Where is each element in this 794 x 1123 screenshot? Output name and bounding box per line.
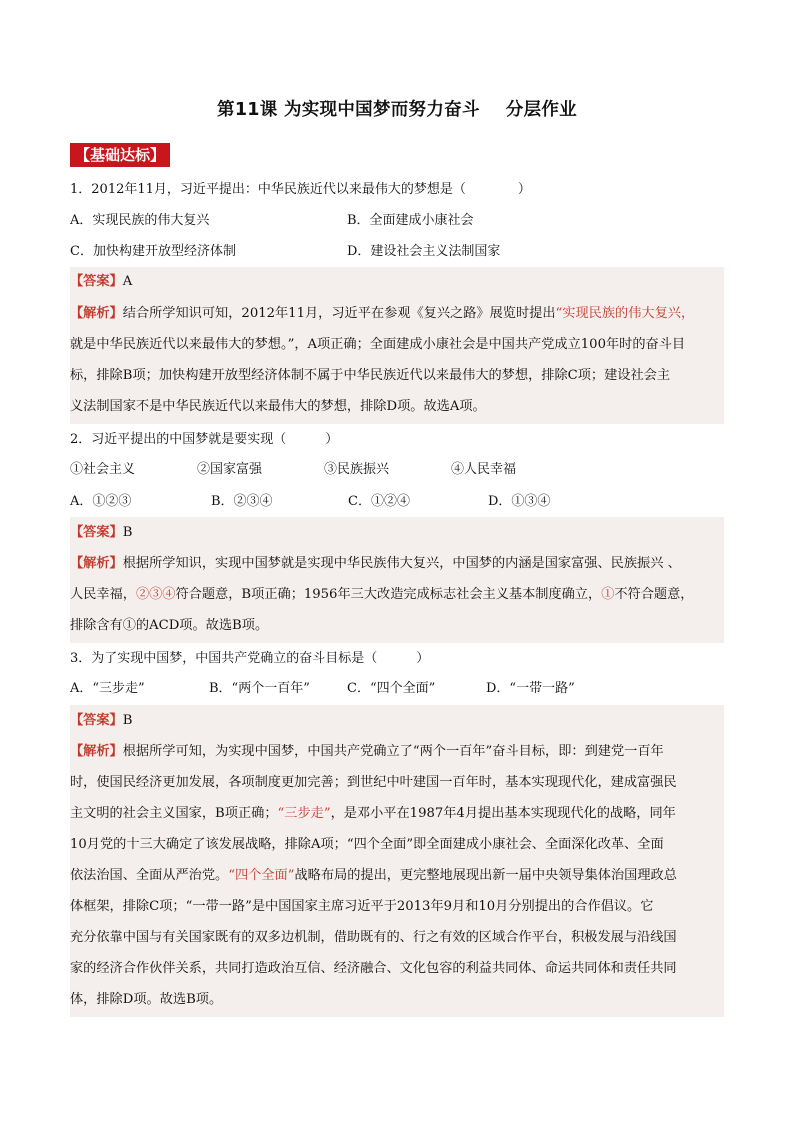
q3-analysis-line-2: 时，使国民经济更加发展，各项制度更加完善；到世纪中叶建国一百年时，基本实现现代化，建成富强民: [70, 775, 677, 790]
analysis-label: 【解析】: [70, 744, 123, 759]
title-main: 第11课 为实现中国梦而努力奋斗: [217, 100, 480, 120]
q1-analysis-line-1: 【解析】结合所学知识可知，2012年11月，习近平在参观《复兴之路》展览时提出“实现民族的伟大复兴，: [70, 306, 695, 321]
q1-analysis-line-3: 标，排除B项；加快构建开放型经济体制不属于中华民族近代以来最伟大的梦想，排除C项；建设社会主: [70, 368, 671, 383]
q2-analysis-line-1: 【解析】根据所学知识，实现中国梦就是实现中华民族伟大复兴，中国梦的内涵是国家富强、民族振兴 、: [70, 556, 681, 571]
q3-option-d: D．“一带一路”: [486, 681, 575, 696]
q3-analysis-line-4: 10月党的十三大确定了该发展战略，排除A项；“四个全面”即全面建成小康社会、全面深化改革、全面: [70, 837, 664, 852]
q3-analysis-line-6: 体框架，排除C项；“一带一路”是中国国家主席习近平于2013年9月和10月分别提出的合作倡议。它: [70, 899, 654, 914]
q3-answer-line: [70, 711, 132, 731]
answer-label: 【答案】: [70, 713, 123, 728]
q1-answer-value: A: [122, 274, 133, 289]
q2-answer-box: [70, 517, 724, 643]
q2-item-1: ①社会主义: [70, 462, 136, 477]
q3-answer-box: [70, 705, 724, 1017]
q1-stem: 1．2012年11月，习近平提出：中华民族近代以来最伟大的梦想是（ ）: [70, 182, 531, 197]
q2-item-4: ④人民幸福: [451, 462, 517, 477]
q2-stem: 2．习近平提出的中国梦就是要实现（ ）: [70, 432, 339, 447]
section-tag-basic: 【基础达标】: [70, 143, 170, 167]
q3-option-b: B．“两个一百年”: [209, 681, 310, 696]
q3-analysis-line-9: 体，排除D项。故选B项。: [70, 992, 223, 1007]
q2-analysis-line-3: 排除含有①的ACD项。故选B项。: [70, 618, 269, 633]
q3-option-c: C．“四个全面”: [347, 681, 436, 696]
q3-analysis-line-7: 充分依靠中国与有关国家既有的双多边机制，借助既有的、行之有效的区域合作平台，积极发展与沿线国: [70, 930, 677, 945]
q1-option-c: C．加快构建开放型经济体制: [70, 244, 236, 259]
q2-item-3: ③民族振兴: [324, 462, 390, 477]
q3-analysis-line-8: 家的经济合作伙伴关系，共同打造政治互信、经济融合、文化包容的利益共同体、命运共同体和责任共同: [70, 961, 677, 976]
q3-analysis-line-3: 主文明的社会主义国家，B项正确；“三步走”，是邓小平在1987年4月提出基本实现现代化的战略，同年: [70, 806, 676, 821]
q2-answer-value: B: [122, 525, 133, 540]
page-title: [0, 96, 794, 121]
q2-option-b: B．②③④: [211, 494, 273, 509]
q3-analysis-line-5: 依法治国、全面从严治党。“四个全面”战略布局的提出，更完整地展现出新一届中央领导集体治国理政总: [70, 868, 677, 883]
q2-item-2: ②国家富强: [197, 462, 263, 477]
title-suffix: 分层作业: [505, 100, 577, 120]
q2-answer-line: [70, 523, 132, 543]
q1-option-b: B．全面建成小康社会: [347, 213, 474, 228]
q1-analysis-line-4: 义法制国家不是中华民族近代以来最伟大的梦想，排除D项。故选A项。: [70, 399, 486, 414]
answer-label: 【答案】: [70, 525, 123, 540]
q3-analysis-line-1: 【解析】根据所学可知，为实现中国梦，中国共产党确立了“两个一百年”奋斗目标，即：到建党一百年: [70, 744, 664, 759]
q1-analysis-line-2: 就是中华民族近代以来最伟大的梦想。”，A项正确；全面建成小康社会是中国共产党成立100年时的奋斗目: [70, 337, 686, 352]
analysis-label: 【解析】: [70, 306, 123, 321]
analysis-label: 【解析】: [70, 556, 123, 571]
answer-label: 【答案】: [70, 274, 123, 289]
q1-answer-line: [70, 272, 132, 292]
q2-option-a: A．①②③: [70, 494, 132, 509]
q2-analysis-line-2: 人民幸福，②③④符合题意，B项正确；1956年三大改造完成标志社会主义基本制度确立，①不符合题意，: [70, 587, 694, 602]
q1-option-d: D．建设社会主义法制国家: [347, 244, 501, 259]
q1-option-a: A．实现民族的伟大复兴: [70, 213, 210, 228]
q1-answer-box: [70, 267, 724, 424]
q2-option-d: D．①③④: [488, 494, 551, 509]
q2-option-c: C．①②④: [348, 494, 410, 509]
q3-answer-value: B: [122, 713, 133, 728]
q3-option-a: A．“三步走”: [70, 681, 145, 696]
q3-stem: 3．为了实现中国梦，中国共产党确立的奋斗目标是（ ）: [70, 651, 430, 666]
